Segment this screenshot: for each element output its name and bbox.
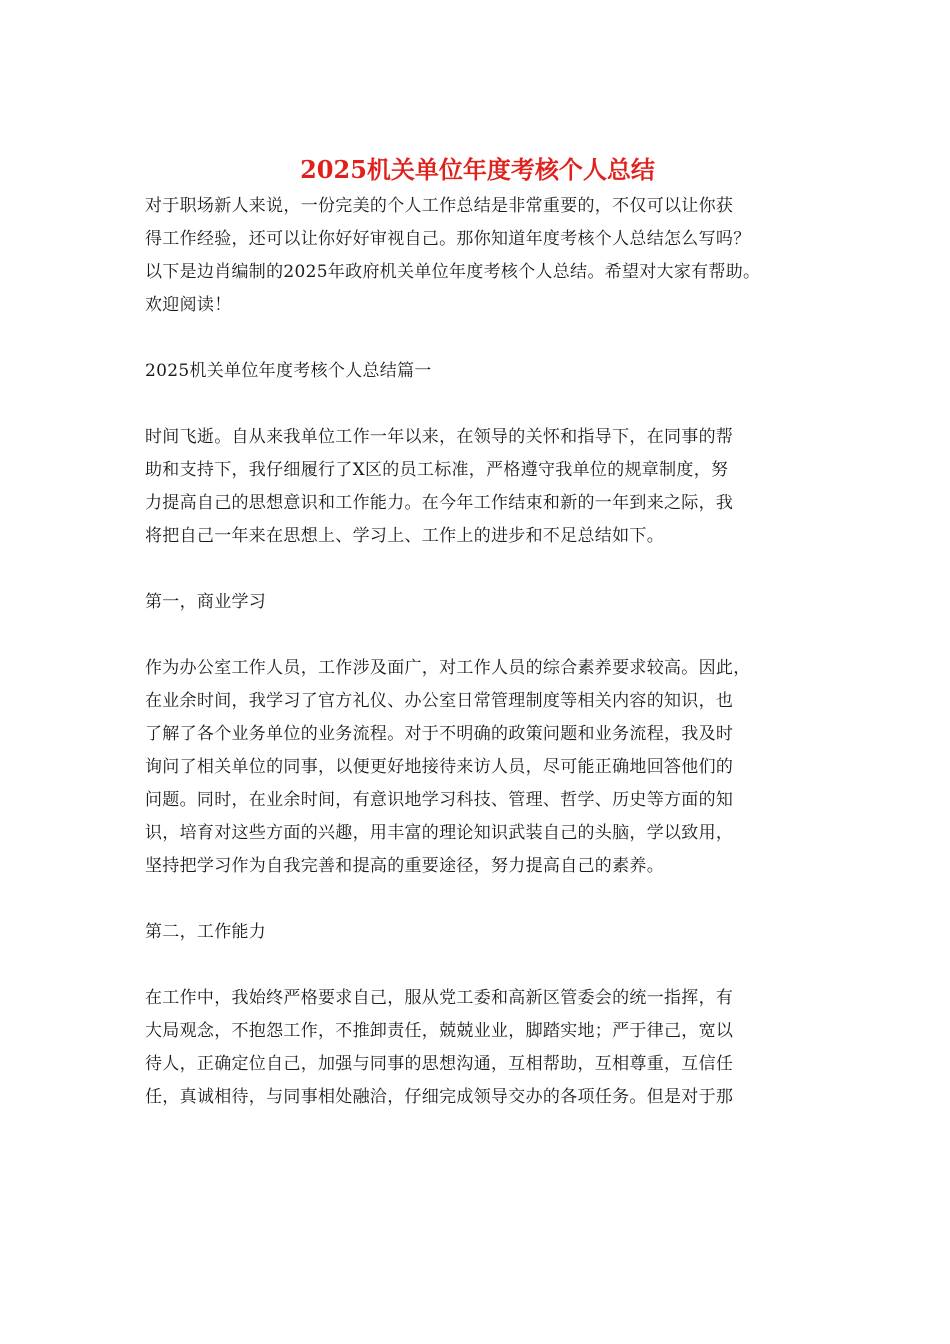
document-page xyxy=(145,150,810,1114)
section-heading-text: 2025机关单位年度考核个人总结篇一 xyxy=(145,361,432,381)
paragraph-gap xyxy=(145,553,810,586)
paragraph-line: 了解了各个业务单位的业务流程。对于不明确的政策问题和业务流程，我及时 xyxy=(145,724,734,744)
heading-work-ability xyxy=(145,916,810,949)
paragraph-line: 待人，正确定位自己，加强与同事的思想沟通，互相帮助，互相尊重，互信任 xyxy=(145,1054,734,1074)
intro-line: 欢迎阅读！ xyxy=(145,295,232,315)
heading-text: 第二，工作能力 xyxy=(145,922,267,942)
paragraph-line: 时间飞逝。自从来我单位工作一年以来，在领导的关怀和指导下，在同事的帮 xyxy=(145,427,734,447)
paragraph-line: 力提高自己的思想意识和工作能力。在今年工作结束和新的一年到来之际，我 xyxy=(145,493,734,513)
paragraph-line: 识，培育对这些方面的兴趣，用丰富的理论知识武装自己的头脑，学以致用， xyxy=(145,823,734,843)
paragraph-line: 任，真诚相待，与同事相处融洽，仔细完成领导交办的各项任务。但是对于那 xyxy=(145,1087,734,1107)
paragraph-gap xyxy=(145,619,810,652)
paragraph-line: 在业余时间，我学习了官方礼仪、办公室日常管理制度等相关内容的知识，也 xyxy=(145,691,734,711)
intro-paragraph xyxy=(145,190,810,322)
paragraph-line: 坚持把学习作为自我完善和提高的重要途径，努力提高自己的素养。 xyxy=(145,856,664,876)
paragraph-line: 问题。同时，在业余时间，有意识地学习科技、管理、哲学、历史等方面的知 xyxy=(145,790,734,810)
paragraph-3 xyxy=(145,982,810,1114)
paragraph-1 xyxy=(145,421,810,553)
heading-business-study xyxy=(145,586,810,619)
paragraph-line: 询问了相关单位的同事，以便更好地接待来访人员，尽可能正确地回答他们的 xyxy=(145,757,734,777)
heading-text: 第一，商业学习 xyxy=(145,592,267,612)
section-heading xyxy=(145,355,810,388)
paragraph-line: 助和支持下，我仔细履行了X区的员工标准，严格遵守我单位的规章制度，努 xyxy=(145,460,729,480)
paragraph-line: 将把自己一年来在思想上、学习上、工作上的进步和不足总结如下。 xyxy=(145,526,664,546)
intro-line: 以下是边肖编制的2025年政府机关单位年度考核个人总结。希望对大家有帮助。 xyxy=(145,262,761,282)
paragraph-line: 作为办公室工作人员，工作涉及面广，对工作人员的综合素养要求较高。因此， xyxy=(145,658,751,678)
paragraph-line: 在工作中，我始终严格要求自己，服从党工委和高新区管委会的统一指挥，有 xyxy=(145,988,734,1008)
paragraph-gap xyxy=(145,949,810,982)
paragraph-line: 大局观念，不抱怨工作，不推卸责任，兢兢业业，脚踏实地；严于律己，宽以 xyxy=(145,1021,734,1041)
intro-line: 对于职场新人来说，一份完美的个人工作总结是非常重要的，不仅可以让你获 xyxy=(145,196,734,216)
paragraph-2 xyxy=(145,652,810,883)
document-title: 2025机关单位年度考核个人总结 xyxy=(300,155,655,184)
paragraph-gap xyxy=(145,883,810,916)
paragraph-gap xyxy=(145,388,810,421)
paragraph-gap xyxy=(145,322,810,355)
intro-line: 得工作经验，还可以让你好好审视自己。那你知道年度考核个人总结怎么写吗？ xyxy=(145,229,751,249)
